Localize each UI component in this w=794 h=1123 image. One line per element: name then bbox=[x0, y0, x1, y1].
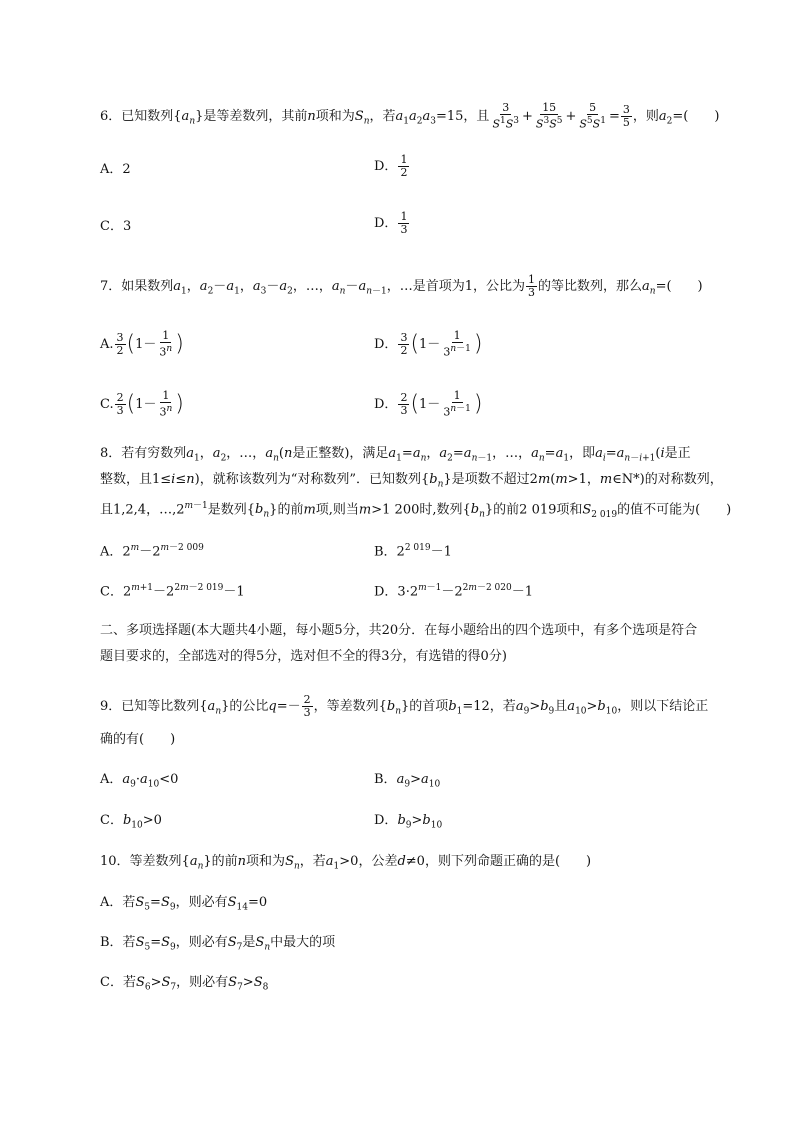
q6-option-b: D． $\frac{1}{2}$ bbox=[374, 153, 408, 179]
q7-option-b: D． $\frac{3}{2}$ (1－ $\frac{1}{3^{n-1}}$ ) bbox=[374, 329, 483, 359]
q6-text: ，若 bbox=[369, 108, 396, 124]
question-9-line2: 确的有( ) bbox=[100, 732, 176, 747]
q6-option-a: A．2 bbox=[100, 162, 131, 177]
q6-text: }是等差数列，其前 bbox=[195, 108, 308, 124]
q9-option-a: A．$a_9\cdot a_{10}<0$ bbox=[100, 772, 179, 790]
q8-option-b: B．$2^{2 019}-1$ bbox=[374, 543, 452, 560]
q6-option-c: C．3 bbox=[100, 219, 132, 234]
q6-text: 项和为 bbox=[315, 108, 355, 124]
q9-option-b: B．$a_9>a_{10}$ bbox=[374, 772, 441, 790]
q9-option-d: D．$b_9>b_{10}$ bbox=[374, 813, 443, 831]
fraction: $\frac{5}{S^5S^1}$ bbox=[579, 101, 606, 131]
q6-text: ，则 bbox=[632, 108, 659, 124]
q6-text: =15，且 bbox=[436, 108, 490, 124]
q7-option-a: A. $\frac{3}{2}$ (1－ $\frac{1}{3^n}$ ) bbox=[100, 329, 184, 359]
q6-text: =( ) bbox=[672, 108, 720, 124]
q10-option-a: A．若$S_5=S_9$，则必有$S_{14}=0$ bbox=[100, 895, 268, 913]
question-7: 7．如果数列$a_1$，$a_2-a_1$，$a_3-a_2$，…，$a_n-a_{n-1}$，…是首项为1，公比为 $\frac{1}{3}$ 的等比数列，那么$a_n=$( ) bbox=[100, 273, 703, 299]
q9-option-c: C．$b_{10}>0$ bbox=[100, 813, 162, 831]
q7-option-d: D． $\frac{2}{3}$ (1－ $\frac{1}{3^{n-1}}$ ) bbox=[374, 389, 483, 419]
q10-option-b: B．若$S_5=S_9$，则必有$S_7$是$S_n$中最大的项 bbox=[100, 935, 336, 953]
fraction: $\frac{3}{S^1S^3}$ bbox=[492, 101, 519, 131]
q10-option-c: C．若$S_6>S_7$，则必有$S_7>S_8$ bbox=[100, 975, 269, 993]
question-6: 6．已知数列$\{a_n\}$是等差数列，其前n项和为$S_n$，若$a_1a_2a_3=15$，且 $\frac{3}{S^1S^3}$ + $\frac{15}{S^3S^5}$ + $\frac{5}{S^5S^1}$ = $\frac{3}{5}$ ，则$a_2=$( ) bbox=[100, 101, 720, 131]
q7-option-c: C. $\frac{2}{3}$ (1－ $\frac{1}{3^n}$ ) bbox=[100, 389, 184, 419]
q6-option-d: D． $\frac{1}{3}$ bbox=[374, 210, 408, 236]
question-8-line2: 整数，且1≤i≤n)，就称该数列为“对称数列”．已知数列$\{b_n\}$是项数不超过2m(m>1，m∈N*)的对称数列， bbox=[100, 472, 723, 490]
question-10: 10．等差数列$\{a_n\}$的前n项和为$S_n$，若$a_1>0$，公差d≠0，则下列命题正确的是( ) bbox=[100, 854, 592, 872]
q8-option-a: A．$2^m-2^{m-2 009}$ bbox=[100, 543, 204, 560]
fraction: $\frac{3}{5}$ bbox=[622, 102, 630, 129]
question-9: 9．已知等比数列$\{a_n\}$的公比q=－ $\frac{2}{3}$ ，等差数列$\{b_n\}$的首项$b_1=12$，若$a_9>b_9$且$a_{10}>b_{10}$，则以下结论正 bbox=[100, 693, 709, 719]
q8-option-c: C．$2^{m+1}-2^{2m-2 019}-1$ bbox=[100, 583, 245, 600]
fraction: $\frac{15}{S^3S^5}$ bbox=[535, 101, 563, 131]
q8-option-d: D．$3\cdot 2^{m-1}-2^{2m-2 020}-1$ bbox=[374, 583, 533, 600]
section-2-heading: 二、多项选择题(本大题共4小题，每小题5分，共20分．在每小题给出的四个选项中，有多个选项是符合题目要求的，全部选对的得5分，选对但不全的得3分，有选错的得0分) bbox=[100, 623, 698, 664]
question-8-line1: 8．若有穷数列$a_1$，$a_2$，…，$a_n(n$是正整数)，满足$a_1=a_n$，$a_2=a_{n-1}$，…，$a_n=a_1$，即$a_i=a_{n-i+1}(i$是正 bbox=[100, 446, 691, 464]
q6-text: 6．已知数列{ bbox=[100, 108, 182, 124]
question-8-line3: 且1,2,4，$\dots,2^{m-1}$是数列$\{b_n\}$的前m项,则当m>1 200时,数列$\{b_n\}$的前2 019项和$S_{2 019}$的值不可能为( ) bbox=[100, 501, 732, 520]
